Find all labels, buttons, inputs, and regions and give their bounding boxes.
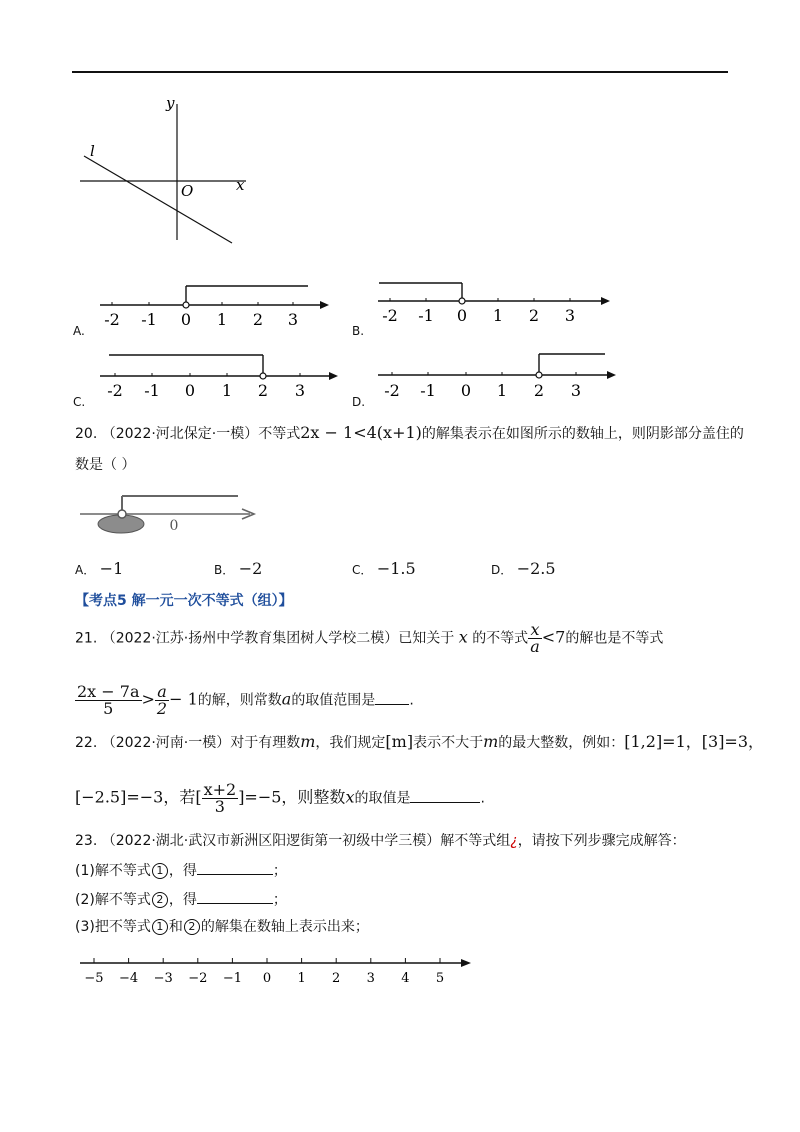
q20-source: （2022·河北保定·一模）不等式 <box>101 426 301 442</box>
q21-answer-blank[interactable] <box>375 690 409 705</box>
tick-label: 0 <box>262 971 272 986</box>
line-label: l <box>90 142 95 160</box>
tick-label: 0 <box>180 310 192 328</box>
q23-number-line <box>78 950 478 990</box>
tick-label: 1 <box>221 381 233 398</box>
q20-option-a-label: A． <box>75 563 96 577</box>
tick-label: 1 <box>492 306 504 325</box>
tick-label: 1 <box>496 381 508 398</box>
q21-frac3: $\frac{a}{2}$ <box>156 682 168 718</box>
number-line-d <box>373 348 623 398</box>
q21-stem: 21. （2022·江苏·扬州中学教育集团树人学校二模）已知关于 x 的不等式 $\frac{x}{a}$ <7的解也是不等式 <box>75 620 664 656</box>
q22-stem: 22. （2022·河南·一模）对于有理数m，我们规定[m]表示不大于m的最大整数，例如：[1,2]=1，[3]=3， <box>75 732 765 751</box>
coordinate-graph <box>70 92 260 252</box>
tick-label: 3 <box>570 381 582 398</box>
option-d-label: D. <box>352 395 366 409</box>
q20-ineq-rel: < <box>353 423 367 442</box>
option-c-label: C. <box>73 395 86 409</box>
tick-label: 2 <box>533 381 545 398</box>
tick-label: 2 <box>332 971 341 986</box>
tick-label: 2 <box>528 306 540 325</box>
circled-1: 1 <box>152 863 168 879</box>
x-label: x <box>236 176 245 194</box>
q23-step3: (3)把不等式 1 和 2 的解集在数轴上表示出来； <box>75 919 369 935</box>
q23-step2: (2)解不等式 2 ，得 ； <box>75 889 287 909</box>
tick-label: −4 <box>119 971 139 986</box>
q20-option-c-value: −1.5 <box>376 559 416 578</box>
q21-stem-line2: $\frac{2x - 7a}{5}$ > $\frac{a}{2}$ − 1的解，则常数a的取值范围是 . <box>77 682 414 718</box>
q20-option-a-value: −1 <box>99 559 124 578</box>
q23-step1-blank[interactable] <box>197 860 273 875</box>
tick-label: 1 <box>216 310 228 328</box>
origin-label: O <box>181 182 194 200</box>
y-label: y <box>166 94 175 112</box>
tick-label: 4 <box>401 971 410 986</box>
tick-label: 3 <box>287 310 299 328</box>
tick-label: 5 <box>435 971 445 986</box>
q20-number: 20. <box>75 426 98 442</box>
q20-option-d-label: D． <box>491 563 513 577</box>
tick-label: −3 <box>153 971 173 986</box>
tick-label: 1 <box>297 971 306 986</box>
number-line-a <box>95 278 335 328</box>
q20-option-d[interactable] <box>491 560 556 579</box>
q20-zero-label: 0 <box>169 518 179 534</box>
open-point <box>260 373 266 379</box>
q20-stem <box>75 424 744 443</box>
open-point <box>118 510 126 518</box>
q20-stem-after: 的解集表示在如图所示的数轴上，则阴影部分盖住的 <box>421 426 744 442</box>
tick-label: -1 <box>420 381 436 398</box>
open-point <box>536 372 542 378</box>
q21-frac1: $\frac{x}{a}$ <box>530 620 540 656</box>
q20-number-line <box>78 490 268 542</box>
number-line-b <box>373 276 618 326</box>
q22-frac: $\frac{x+2}{3}$ <box>203 780 237 816</box>
q22-answer-blank[interactable] <box>410 788 480 803</box>
section-heading: 【考点5 解一元一次不等式（组）】 <box>75 593 293 609</box>
tick-label: -1 <box>141 310 157 328</box>
tick-label: 0 <box>456 306 468 325</box>
q23-step1: (1)解不等式 1 ，得 ； <box>75 860 287 880</box>
tick-label: −5 <box>84 971 104 986</box>
option-a-label: A. <box>73 324 85 338</box>
tick-label: -2 <box>104 310 120 328</box>
tick-label: -2 <box>107 381 123 398</box>
tick-label: −1 <box>222 971 242 986</box>
q20-option-d-value: −2.5 <box>516 559 556 578</box>
open-point <box>459 298 465 304</box>
q20-option-c[interactable] <box>352 560 416 579</box>
q22-number: 22. <box>75 735 98 751</box>
circled-2: 2 <box>152 892 168 908</box>
q20-stem-line2: 数是（ ） <box>75 457 136 473</box>
number-line-c <box>95 348 345 398</box>
open-point <box>183 302 189 308</box>
option-b-label: B. <box>352 324 365 338</box>
q20-ineq-right: 4(x+1) <box>366 423 422 442</box>
circled-2: 2 <box>184 919 200 935</box>
header-rule <box>72 71 728 73</box>
q20-option-b-value: −2 <box>238 559 263 578</box>
circled-1: 1 <box>152 919 168 935</box>
tick-label: 0 <box>460 381 472 398</box>
q23-number: 23. <box>75 833 98 849</box>
tick-label: 3 <box>294 381 306 398</box>
q23-stem: 23. （2022·湖北·武汉市新洲区阳逻街第一初级中学三模）解不等式组¿，请按下列步骤完成解答： <box>75 833 686 849</box>
q21-number: 21. <box>75 630 98 647</box>
tick-label: −2 <box>188 971 208 986</box>
q20-ineq-left: 2x − 1 <box>300 423 354 442</box>
q23-step2-blank[interactable] <box>197 889 273 904</box>
tick-label: 0 <box>184 381 196 398</box>
q20-option-a[interactable] <box>75 560 123 579</box>
tick-label: 2 <box>252 310 264 328</box>
q20-option-c-label: C． <box>352 563 373 577</box>
tick-label: -1 <box>418 306 434 325</box>
line-l <box>84 156 232 243</box>
tick-label: -2 <box>384 381 400 398</box>
tick-label: 3 <box>366 971 375 986</box>
tick-label: 3 <box>564 306 576 325</box>
q20-option-b[interactable] <box>214 560 262 579</box>
q20-option-b-label: B． <box>214 563 235 577</box>
q22-stem-line2: [−2.5]=−3，若[ $\frac{x+2}{3}$ ]=−5，则整数x的取值是 . <box>75 780 485 816</box>
tick-label: -1 <box>144 381 160 398</box>
tick-label: -2 <box>382 306 398 325</box>
q21-frac2: $\frac{2x - 7a}{5}$ <box>77 682 140 718</box>
tick-label: 2 <box>257 381 269 398</box>
